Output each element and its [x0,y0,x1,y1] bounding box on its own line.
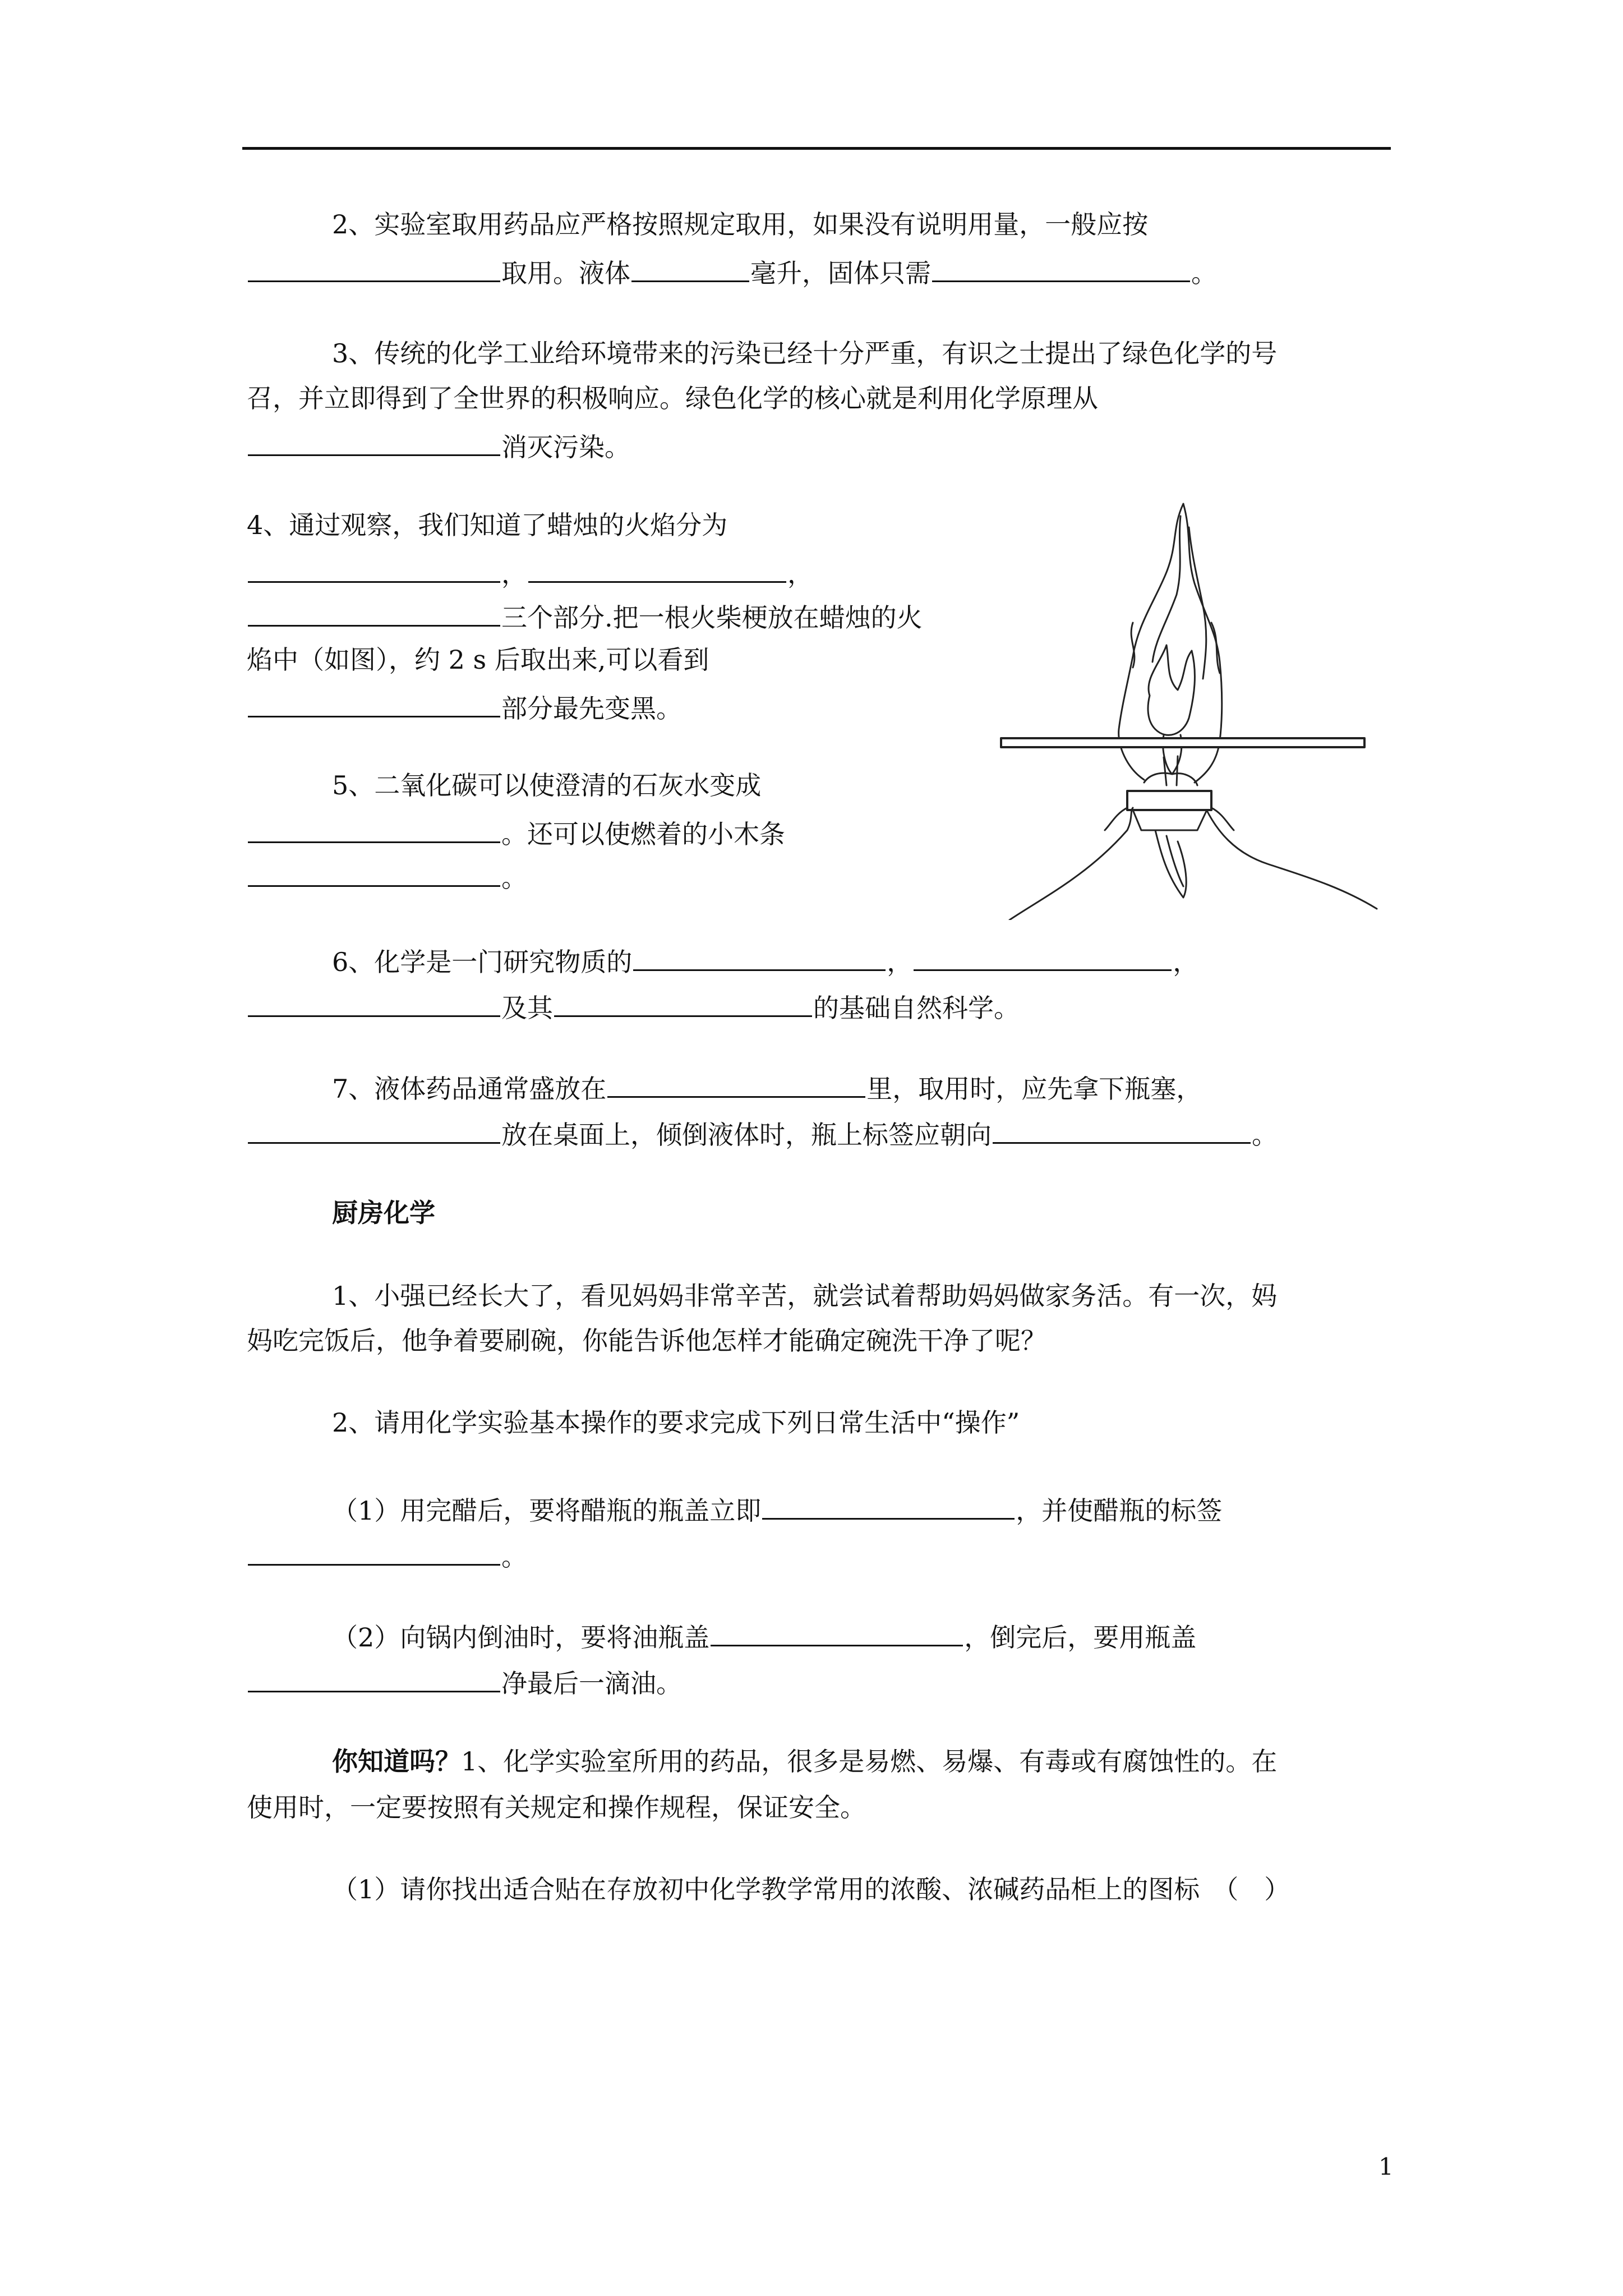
answer-blank[interactable] [914,942,1172,971]
hand-fingers-outline [1155,830,1186,898]
answer-blank[interactable] [633,942,886,971]
q4-line1: 4、通过观察，我们知道了蜡烛的火焰分为 [247,510,728,540]
answer-blank[interactable] [248,254,500,282]
q5-line3: 。 [247,858,527,895]
q7-line2: 放在桌面上，倾倒液体时，瓶上标签应朝向 。 [247,1115,1278,1152]
q7-line1: 7、液体药品通常盛放在 里，取用时，应先拿下瓶塞， [332,1069,1202,1106]
candle-cap [1144,773,1197,785]
didyouknow-line2: 使用时，一定要按照有关规定和操作规程，保证安全。 [247,1792,866,1823]
inner-flame-outline [1148,645,1195,735]
q4-line4: 焰中（如图），约 2 s 后取出来,可以看到 [247,645,709,675]
header-rule [242,147,1391,150]
answer-blank[interactable] [631,254,749,282]
answer-blank[interactable] [528,554,786,583]
answer-blank[interactable] [248,1664,500,1692]
answer-blank[interactable] [248,598,500,627]
flame-inner-stroke [1152,516,1206,679]
q4-line3: 三个部分.把一根火柴梗放在蜡烛的火 [247,598,923,634]
answer-blank[interactable] [993,1115,1251,1144]
q6-line2: 及其 的基础自然科学。 [247,988,1020,1025]
answer-blank[interactable] [248,815,500,843]
answer-blank[interactable] [711,1618,963,1646]
answer-blank[interactable] [248,1115,500,1144]
hand-right-inner [1211,808,1234,830]
kitchen-q1-line2: 妈吃完饭后，他争着要刷碗，你能告诉他怎样才能确定碗洗干净了呢？ [247,1326,1046,1356]
hand-left-outline [1009,808,1133,920]
q2-line2: 取用。液体 毫升，固体只需 。 [247,254,1217,290]
answer-blank[interactable] [554,988,812,1017]
hand-left-inner [1105,808,1127,830]
kitchen-sub2-line2: 净最后一滴油。 [247,1664,682,1700]
candle-holder-body [1133,810,1207,830]
didyouknow-line1: 你知道吗？1、化学实验室所用的药品，很多是易燃、易爆、有毒或有腐蚀性的。在 [332,1746,1278,1777]
q5-line2: 。还可以使燃着的小木条 [247,815,785,851]
kitchen-sub2-line1: （2）向锅内倒油时，要将油瓶盖 ，倒完后，要用瓶盖 [332,1618,1196,1654]
candle-flame-figure [998,494,1385,920]
didyouknow-sub1: （1）请你找出适合贴在存放初中化学教学常用的浓酸、浓碱药品柜上的图标 （ ） [332,1874,1290,1904]
page-number: 1 [1378,2153,1394,2180]
matchstick [1001,738,1364,747]
answer-blank[interactable] [248,689,500,717]
kitchen-q1-line1: 1、小强已经长大了，看见妈妈非常辛苦，就尝试着帮助妈妈做家务活。有一次，妈 [332,1281,1278,1311]
q5-line1: 5、二氧化碳可以使澄清的石灰水变成 [332,770,762,800]
q2-line1: 2、实验室取用药品应严格按照规定取用，如果没有说明用量，一般应按 [332,209,1149,240]
answer-blank[interactable] [607,1069,865,1098]
answer-blank[interactable] [248,554,500,583]
kitchen-q2-line1: 2、请用化学实验基本操作的要求完成下列日常生活中“操作” [332,1407,1020,1438]
answer-blank[interactable] [248,858,500,887]
q3-line1: 3、传统的化学工业给环境带来的污染已经十分严重，有识之士提出了绿色化学的号 [332,338,1278,369]
kitchen-heading: 厨房化学 [332,1198,435,1228]
hand-right-outline [1207,811,1377,909]
answer-blank[interactable] [248,1537,500,1566]
q3-line2: 召，并立即得到了全世界的积极响应。绿色化学的核心就是利用化学原理从 [247,383,1098,413]
answer-blank[interactable] [248,427,500,456]
answer-blank[interactable] [932,254,1190,282]
answer-blank[interactable] [248,988,500,1017]
q4-line5: 部分最先变黑。 [247,689,682,725]
q4-line2: ， ， [247,554,813,591]
candle-holder-top [1127,791,1211,810]
answer-blank[interactable] [762,1491,1015,1520]
q6-line1: 6、化学是一门研究物质的 ， ， [332,942,1198,979]
kitchen-sub1-line2: 。 [247,1537,527,1573]
q3-line3: 消灭污染。 [247,427,630,464]
kitchen-sub1-line1: （1）用完醋后，要将醋瓶的瓶盖立即 ，并使醋瓶的标签 [332,1491,1222,1527]
